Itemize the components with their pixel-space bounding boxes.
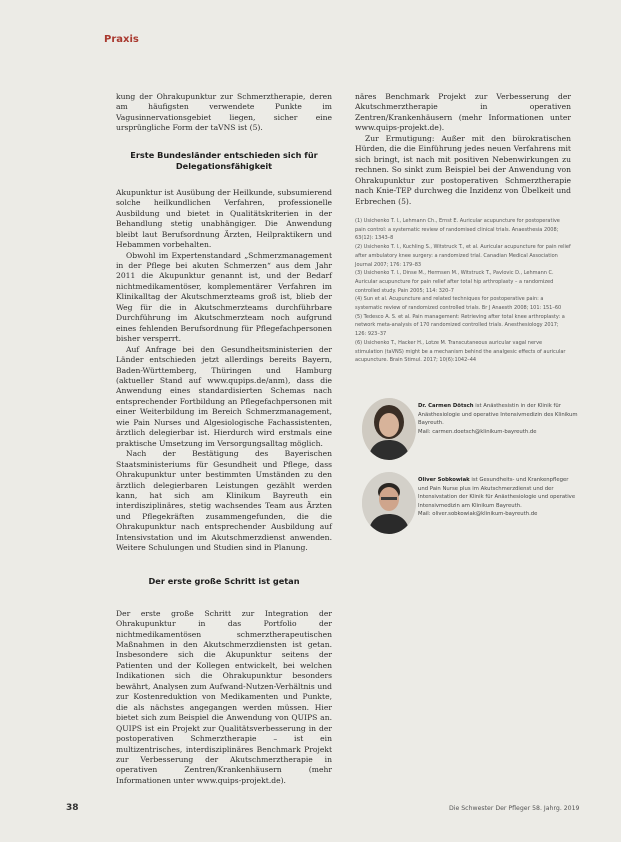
author-caption [418, 402, 578, 436]
section-heading: Erste Bundesländer entschieden sich für Delegationsfähigkeit [130, 149, 318, 171]
author-name: Dr. Carmen Dötsch [418, 403, 474, 409]
right-column [355, 92, 571, 365]
body-paragraph: Zur Ermutigung: Außer mit den bürokratischen Hürden, die die Einführung jedes neuen Verfahrens mit sich bringt, ist nach mit positiven Nebenwirkungen zu rechnen. So sinkt zum Beispiel bei der Anwendung von Ohrakupunktur zur postoperativen Schmerztherapie nach Knie-TEP durchweg die Inzidenz von Übelkeit und Erbrechen (5). [355, 133, 571, 206]
author-box [362, 472, 582, 538]
author-caption [418, 476, 578, 519]
journal-footer: Die Schwester Der Pfleger 58. Jahrg. 2019 [449, 805, 580, 812]
section-heading: Der erste große Schritt ist getan [148, 575, 300, 586]
body-paragraph: Obwohl im Expertenstandard „Schmerzmanagement in der Pflege bei akuten Schmerzen“ aus dem Jahr 2011 die Akupunktur genannt ist, und der Bedarf nichtmedikamentöser, komplementärer Verfahren im Klinikalltag der Akutschmerzteams groß ist, blieb der Weg für die in Akutschmerzteams durchführbare Durchführung im Akutschmerzteam noch aufgrund eines fehlenden Berufsordnung für Pflegefachpersonen bisher versperrt. [116, 250, 332, 344]
author-name: Oliver Sobkowiak [418, 477, 470, 483]
portrait-icon [362, 398, 416, 460]
author-bio: ist Anästhesistin in der Klinik für Anästhesiologie und operative Intensivmedizin des Klinikum Bayreuth. [418, 403, 578, 427]
section-label: Praxis [104, 34, 139, 45]
reference-item: (6) Usichenko T., Hacker H., Lotze M. Transcutaneous auricular vagal nerve stimulation (taVNS) might be a mechanism behind the analgesic effects of auricular acupuncture. Brain Stimul. 2017; 10(6):1042–44 [355, 339, 566, 364]
author-photo [362, 398, 416, 460]
body-paragraph: Auf Anfrage bei den Gesundheitsministerien der Länder entschieden jetzt allerdings bereits Bayern, Baden-Württemberg, Thüringen und Hamburg (aktueller Stand auf www.qupips.de/anm), dass die Anwendung eines standardisierten Schemas nach entsprechender Fortbildung an Pflegefachpersonen mit einer Weiterbildung im Bereich Schmerzmanagement, wie Pain Nurses und Algesiologische Fachassistenten, ärztlich delegierbar ist. Hierdurch wird erstmals eine praktische Umsetzung im Versorgungsalltag möglich. [116, 344, 332, 448]
body-paragraph: kung der Ohrakupunktur zur Schmerztherapie, deren am häufigsten verwendete Punkte im Vagusinnervationsgebiet liegen, sicher eine ursprüngliche Form der taVNS ist (5). [116, 92, 332, 133]
author-photo [362, 472, 416, 534]
body-paragraph: Akupunktur ist Ausübung der Heilkunde, subsumierend solche heilkundlichen Verfahren, professionelle Ausbildung und bietet in Qualitätskriterien in der Behandlung stetig unabhängiger. Die Anwendung bleibt laut Berufsordnung Ärzten, Heilpraktikern und Hebammen vorbehalten. [116, 187, 332, 250]
author-box [362, 398, 582, 464]
author-mail[interactable]: Mail: carmen.doetsch@klinikum-bayreuth.de [418, 428, 537, 435]
body-paragraph: näres Benchmark Projekt zur Verbesserung der Akutschmerztherapie in operativen Zentren/Krankenhäusern (mehr Informationen unter www.quips-projekt.de). [355, 92, 571, 133]
reference-item: (4) Sun et al. Acupuncture and related techniques for postoperative pain: a systematic review of randomized controlled trials. Br J Anaesth 2008; 101: 151–60 [355, 296, 562, 312]
reference-item: (2) Usichenko T. I., Kuchling S., Witstruck T., et al. Auricular acupuncture for pain relief after ambulatory knee surgery: a randomized trial. Canadian Medical Association Journal 2007; 176: 179–83 [355, 244, 571, 268]
body-paragraph: Nach der Bestätigung des Bayerischen Staatsministeriums für Gesundheit und Pflege, dass Ohrakupunktur unter bestimmten Umständen zu den ärztlich delegierbaren Leistungen gezählt werden kann, hat sich am Klinikum Bayreuth ein interdisziplinäres, stetig wachsendes Team aus Ärzten und Pflegekräften zusammengefunden, die die Ohrakupunktur nach entsprechender Ausbildung auf Intensivstation und im Akutschmerzdienst anwenden. Weitere Schulungen und Studien sind in Planung. [116, 449, 332, 553]
reference-item: (3) Usichenko T. I., Dinse M., Hermsen M., Witstruck T., Pavlovic D., Lehmann C. Auricular acupuncture for pain relief after total hip arthroplasty – a randomized controlled study. Pain 2005; 114: 320–7 [355, 270, 554, 294]
references-list [355, 217, 571, 365]
left-column [116, 92, 332, 786]
reference-item: (5) Tedesco A. S. et al. Pain management: Retrieving after total knee arthroplasty: a network meta-analysis of 170 randomized controlled trials. Anesthesiology 2017; 126: 923–37 [355, 313, 565, 338]
page-number: 38 [66, 803, 79, 813]
author-bio: ist Gesundheits- und Krankenpfleger und Pain Nurse plus im Akutschmerzdienst und der Intensivstation der Klinik für Anästhesiologie und operative Intensivmedizin am Klinikum Bayreuth. [418, 477, 576, 509]
body-paragraph: Der erste große Schritt zur Integration der Ohrakupunktur in das Portfolio der nichtmedikamentösen schmerztherapeutischen Maßnahmen in den Akutschmerzdiensten ist getan. Insbesondere sich die Akupunktur seitens der Patienten und der Kollegen entwickelt, bei welchen Indikationen sich die Ohrakupunktur besonders bewährt, Analysen zum Aufwand-Nutzen-Verhältnis und zur Kostenreduktion von Medikamenten und Punkte, die als nächstes angegangen werden müssen. Hier bietet sich zum Beispiel die Anwendung von QUIPS an. QUIPS ist ein Projekt zur Qualitätsverbesserung in der postoperativen Schmerztherapie – ist ein multizentrisches, interdisziplinäres Benchmark Projekt zur Verbesserung der Akutschmerztherapie in operativen Zentren/Krankenhäusern (mehr Informationen unter www.quips-projekt.de). [116, 608, 332, 785]
author-mail[interactable]: Mail: oliver.sobkowiak@klinikum-bayreuth.de [418, 511, 538, 518]
portrait-icon [362, 472, 416, 534]
reference-item: (1) Usichenko T. I., Lehmann Ch., Ernst E. Auricular acupuncture for postoperative pain control: a systematic review of randomised clinical trials. Anaesthesia 2008; 63(12): 1343–8 [355, 217, 560, 242]
